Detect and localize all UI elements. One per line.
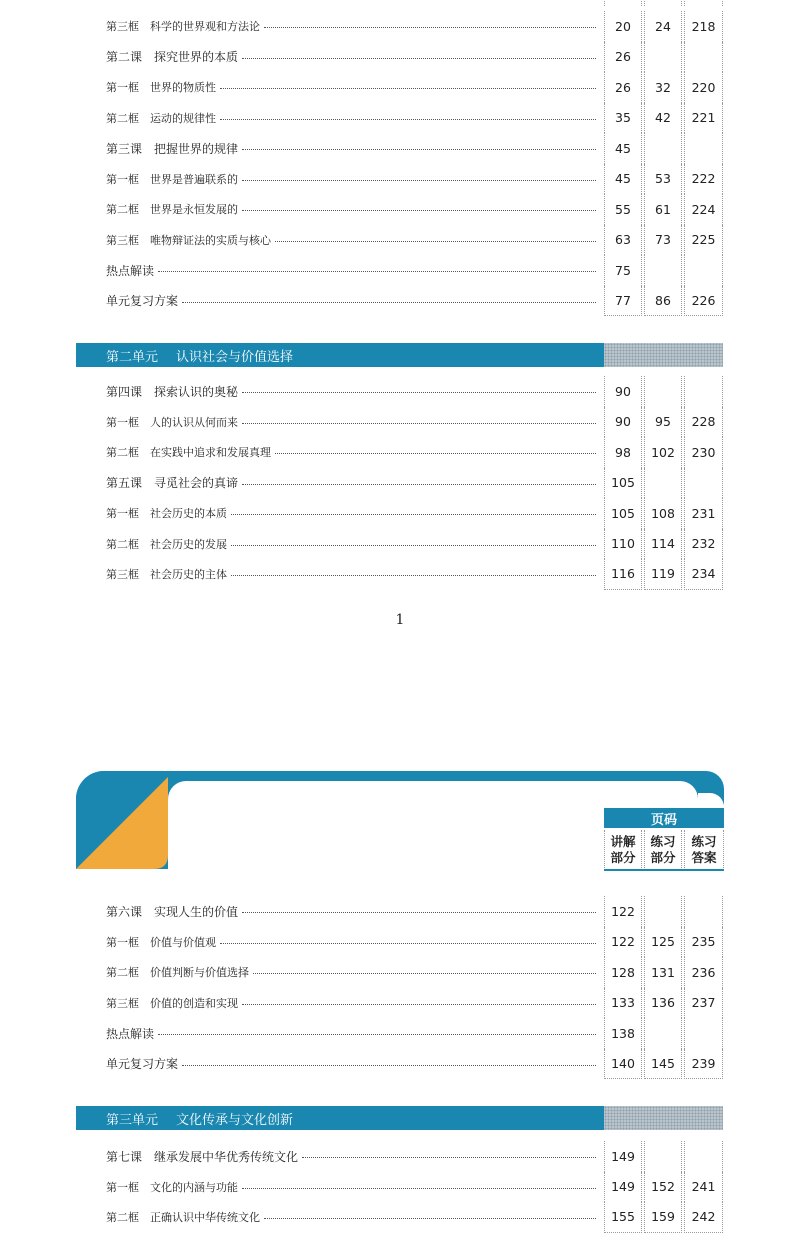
exercise-page: 159 — [644, 1202, 682, 1233]
leader-dots — [231, 514, 596, 515]
toc-entry-title: 第三框 社会历史的主体 — [106, 568, 227, 582]
toc-entry-title: 第二框 价值判断与价值选择 — [106, 966, 249, 980]
lecture-page: 149 — [604, 1172, 642, 1203]
page-cells — [604, 103, 723, 134]
toc-entry — [106, 42, 600, 73]
leader-dots — [220, 88, 596, 89]
exercise-page — [644, 896, 682, 927]
exercise-page — [644, 468, 682, 499]
leader-dots — [220, 943, 596, 944]
toc-row — [0, 133, 800, 164]
lecture-page: 105 — [604, 498, 642, 529]
leader-dots — [242, 423, 596, 424]
leader-dots — [242, 392, 596, 393]
exercise-page — [644, 42, 682, 73]
answer-page: 232 — [684, 529, 723, 560]
exercise-page: 86 — [644, 286, 682, 317]
leader-dots — [182, 302, 596, 303]
unit-header-title — [76, 1106, 604, 1130]
exercise-page: 73 — [644, 225, 682, 256]
toc-entry-title: 第一框 人的认识从何而来 — [106, 415, 238, 429]
page-cells — [604, 1049, 723, 1080]
partial-top-row — [604, 0, 723, 6]
answer-page: 226 — [684, 286, 723, 317]
toc-row — [0, 1202, 800, 1233]
toc-row — [0, 1049, 800, 1080]
page-cells — [604, 468, 723, 499]
page-cells — [604, 225, 723, 256]
page-cells — [604, 164, 723, 195]
toc-entry-title: 第三框 科学的世界观和方法论 — [106, 20, 260, 34]
page-cells — [604, 559, 723, 590]
lecture-page: 138 — [604, 1018, 642, 1049]
toc-row — [0, 468, 800, 499]
toc-row — [0, 103, 800, 134]
toc-row — [0, 1172, 800, 1203]
leader-dots — [264, 27, 596, 28]
leader-dots — [242, 149, 596, 150]
lecture-page: 98 — [604, 437, 642, 468]
toc-entry — [106, 164, 600, 195]
toc-entry — [106, 11, 600, 42]
answer-page: 218 — [684, 11, 723, 42]
toc-row — [0, 255, 800, 286]
leader-dots — [242, 180, 596, 181]
exercise-page — [644, 376, 682, 407]
page-cells — [604, 988, 723, 1019]
toc-entry-title: 第四课 探索认识的奥秘 — [106, 384, 239, 399]
toc-row — [0, 896, 800, 927]
toc-entry — [106, 498, 600, 529]
page-cells — [604, 957, 723, 988]
leader-dots — [275, 241, 596, 242]
lecture-page: 90 — [604, 407, 642, 438]
toc-row — [0, 376, 800, 407]
unit-name: 认识社会与价值选择 — [176, 349, 294, 365]
col-header-exercise: 练习 部分 — [644, 830, 682, 870]
toc-entry — [106, 1141, 600, 1172]
lecture-page: 75 — [604, 255, 642, 286]
answer-page — [684, 896, 723, 927]
toc-entry-title: 第三框 唯物辩证法的实质与核心 — [106, 233, 271, 247]
unit-header-bar — [76, 1106, 723, 1130]
answer-page: 231 — [684, 498, 723, 529]
lecture-page: 55 — [604, 194, 642, 225]
toc-row — [0, 164, 800, 195]
leader-dots — [182, 1065, 596, 1066]
lecture-page: 90 — [604, 376, 642, 407]
leader-dots — [253, 973, 596, 974]
answer-page: 242 — [684, 1202, 723, 1233]
lecture-page: 122 — [604, 927, 642, 958]
answer-page: 220 — [684, 72, 723, 103]
unit-header-bar — [76, 343, 723, 367]
answer-page: 241 — [684, 1172, 723, 1203]
page-cells — [604, 407, 723, 438]
answer-page — [684, 376, 723, 407]
unit-number: 第三单元 — [106, 1112, 159, 1128]
exercise-page: 119 — [644, 559, 682, 590]
leader-dots — [302, 1157, 596, 1158]
toc-entry — [106, 72, 600, 103]
exercise-page: 152 — [644, 1172, 682, 1203]
exercise-page: 95 — [644, 407, 682, 438]
lecture-page: 155 — [604, 1202, 642, 1233]
toc-entry-title: 第一框 社会历史的本质 — [106, 507, 227, 521]
toc-entry-title: 第二框 世界是永恒发展的 — [106, 203, 238, 217]
exercise-page — [644, 255, 682, 286]
exercise-page: 32 — [644, 72, 682, 103]
banner-left-block — [76, 771, 168, 869]
column-header-rule — [604, 869, 724, 871]
toc-row — [0, 1141, 800, 1172]
exercise-page: 102 — [644, 437, 682, 468]
lecture-page: 133 — [604, 988, 642, 1019]
answer-page: 234 — [684, 559, 723, 590]
page-cells — [604, 498, 723, 529]
exercise-page: 136 — [644, 988, 682, 1019]
page-cells — [604, 896, 723, 927]
leader-dots — [264, 1218, 596, 1219]
toc-entry — [106, 1018, 600, 1049]
toc-entry-title: 第二框 运动的规律性 — [106, 111, 216, 125]
toc-section-unit2 — [0, 376, 800, 590]
toc-entry — [106, 468, 600, 499]
page-cells — [604, 286, 723, 317]
unit-header-pattern — [604, 1106, 723, 1130]
toc-entry-title: 热点解读 — [106, 263, 155, 278]
answer-page — [684, 1018, 723, 1049]
unit-header-title — [76, 343, 604, 367]
exercise-page: 114 — [644, 529, 682, 560]
answer-page — [684, 42, 723, 73]
toc-entry — [106, 133, 600, 164]
page-cells — [604, 376, 723, 407]
toc-row — [0, 225, 800, 256]
page-cells — [604, 437, 723, 468]
toc-row — [0, 1018, 800, 1049]
toc-row — [0, 407, 800, 438]
lecture-page: 26 — [604, 42, 642, 73]
page-cells — [604, 194, 723, 225]
unit-name: 文化传承与文化创新 — [176, 1112, 294, 1128]
toc-entry — [106, 194, 600, 225]
toc-entry-title: 第三课 把握世界的规律 — [106, 141, 239, 156]
lecture-page: 45 — [604, 133, 642, 164]
toc-entry-title: 单元复习方案 — [106, 294, 179, 309]
toc-entry-title: 第一框 文化的内涵与功能 — [106, 1180, 238, 1194]
toc-entry — [106, 957, 600, 988]
toc-entry — [106, 559, 600, 590]
toc-entry — [106, 988, 600, 1019]
toc-entry — [106, 896, 600, 927]
page-cells — [604, 255, 723, 286]
col-header-lecture: 讲解 部分 — [604, 830, 642, 870]
toc-entry-title: 第六课 实现人生的价值 — [106, 904, 239, 919]
answer-page — [684, 133, 723, 164]
page-cells — [604, 133, 723, 164]
toc-row — [0, 286, 800, 317]
leader-dots — [242, 210, 596, 211]
leader-dots — [242, 484, 596, 485]
toc-entry — [106, 1202, 600, 1233]
page-cells — [604, 1141, 723, 1172]
toc-entry-title: 第七课 继承发展中华优秀传统文化 — [106, 1149, 299, 1164]
toc-row — [0, 927, 800, 958]
toc-row — [0, 988, 800, 1019]
lecture-page: 149 — [604, 1141, 642, 1172]
toc-row — [0, 529, 800, 560]
lecture-page: 35 — [604, 103, 642, 134]
exercise-page — [644, 1141, 682, 1172]
answer-page: 237 — [684, 988, 723, 1019]
exercise-page: 131 — [644, 957, 682, 988]
leader-dots — [158, 1034, 596, 1035]
answer-page: 221 — [684, 103, 723, 134]
toc-entry — [106, 103, 600, 134]
toc-entry-title: 第二课 探究世界的本质 — [106, 50, 239, 65]
toc-entry — [106, 376, 600, 407]
lecture-page: 105 — [604, 468, 642, 499]
leader-dots — [242, 1188, 596, 1189]
toc-entry-title: 第一框 世界的物质性 — [106, 81, 216, 95]
lecture-page: 128 — [604, 957, 642, 988]
page-cells — [604, 72, 723, 103]
col-header-answers: 练习 答案 — [684, 830, 724, 870]
exercise-page — [644, 133, 682, 164]
page-column-title: 页码 — [604, 808, 724, 828]
page-cells — [604, 927, 723, 958]
lecture-page: 45 — [604, 164, 642, 195]
page-cells — [604, 1172, 723, 1203]
toc-entry — [106, 1049, 600, 1080]
toc-entry — [106, 529, 600, 560]
answer-page — [684, 255, 723, 286]
toc-row — [0, 559, 800, 590]
answer-page: 224 — [684, 194, 723, 225]
answer-page: 225 — [684, 225, 723, 256]
toc-entry — [106, 1172, 600, 1203]
page-number: 1 — [395, 612, 405, 628]
exercise-page — [644, 1018, 682, 1049]
toc-section-unit2-cont — [0, 896, 800, 1079]
answer-page: 222 — [684, 164, 723, 195]
toc-entry — [106, 255, 600, 286]
answer-page: 230 — [684, 437, 723, 468]
toc-entry-title: 第二框 正确认识中华传统文化 — [106, 1211, 260, 1225]
page-cells — [604, 1202, 723, 1233]
toc-row — [0, 437, 800, 468]
answer-page — [684, 1141, 723, 1172]
exercise-page: 61 — [644, 194, 682, 225]
page-cells — [604, 1018, 723, 1049]
toc-entry — [106, 927, 600, 958]
lecture-page: 116 — [604, 559, 642, 590]
lecture-page: 77 — [604, 286, 642, 317]
page-cells — [604, 11, 723, 42]
leader-dots — [231, 545, 596, 546]
lecture-page: 140 — [604, 1049, 642, 1080]
leader-dots — [220, 119, 596, 120]
lecture-page: 122 — [604, 896, 642, 927]
toc-entry-title: 第一框 世界是普遍联系的 — [106, 172, 238, 186]
leader-dots — [275, 453, 596, 454]
exercise-page: 125 — [644, 927, 682, 958]
lecture-page: 20 — [604, 11, 642, 42]
toc-entry-title: 第一框 价值与价值观 — [106, 935, 216, 949]
answer-page — [684, 468, 723, 499]
lecture-page: 26 — [604, 72, 642, 103]
unit-number: 第二单元 — [106, 349, 159, 365]
toc-section-unit3 — [0, 1141, 800, 1233]
leader-dots — [242, 912, 596, 913]
toc-entry — [106, 437, 600, 468]
answer-page: 239 — [684, 1049, 723, 1080]
toc-row — [0, 194, 800, 225]
unit-header-pattern — [604, 343, 723, 367]
leader-dots — [242, 1004, 596, 1005]
toc-row — [0, 957, 800, 988]
toc-entry-title: 单元复习方案 — [106, 1057, 179, 1072]
leader-dots — [158, 271, 596, 272]
leader-dots — [231, 575, 596, 576]
toc-row — [0, 498, 800, 529]
exercise-page: 53 — [644, 164, 682, 195]
toc-entry-title: 第五课 寻觅社会的真谛 — [106, 476, 239, 491]
toc-row — [0, 72, 800, 103]
answer-page: 235 — [684, 927, 723, 958]
exercise-page: 108 — [644, 498, 682, 529]
page-cells — [604, 42, 723, 73]
toc-row — [0, 11, 800, 42]
exercise-page: 24 — [644, 11, 682, 42]
page-cells — [604, 529, 723, 560]
toc-entry-title: 第三框 价值的创造和实现 — [106, 996, 238, 1010]
toc-row — [0, 42, 800, 73]
lecture-page: 63 — [604, 225, 642, 256]
toc-entry-title: 第二框 社会历史的发展 — [106, 537, 227, 551]
answer-page: 236 — [684, 957, 723, 988]
toc-entry — [106, 225, 600, 256]
orange-triangle-icon — [76, 777, 168, 869]
toc-entry-title: 第二框 在实践中追求和发展真理 — [106, 446, 271, 460]
lecture-page: 110 — [604, 529, 642, 560]
answer-page: 228 — [684, 407, 723, 438]
toc-entry — [106, 286, 600, 317]
page-column-header — [604, 808, 724, 870]
exercise-page: 145 — [644, 1049, 682, 1080]
exercise-page: 42 — [644, 103, 682, 134]
toc-section-unit1 — [0, 11, 800, 316]
toc-entry-title: 热点解读 — [106, 1026, 155, 1041]
leader-dots — [242, 58, 596, 59]
toc-entry — [106, 407, 600, 438]
